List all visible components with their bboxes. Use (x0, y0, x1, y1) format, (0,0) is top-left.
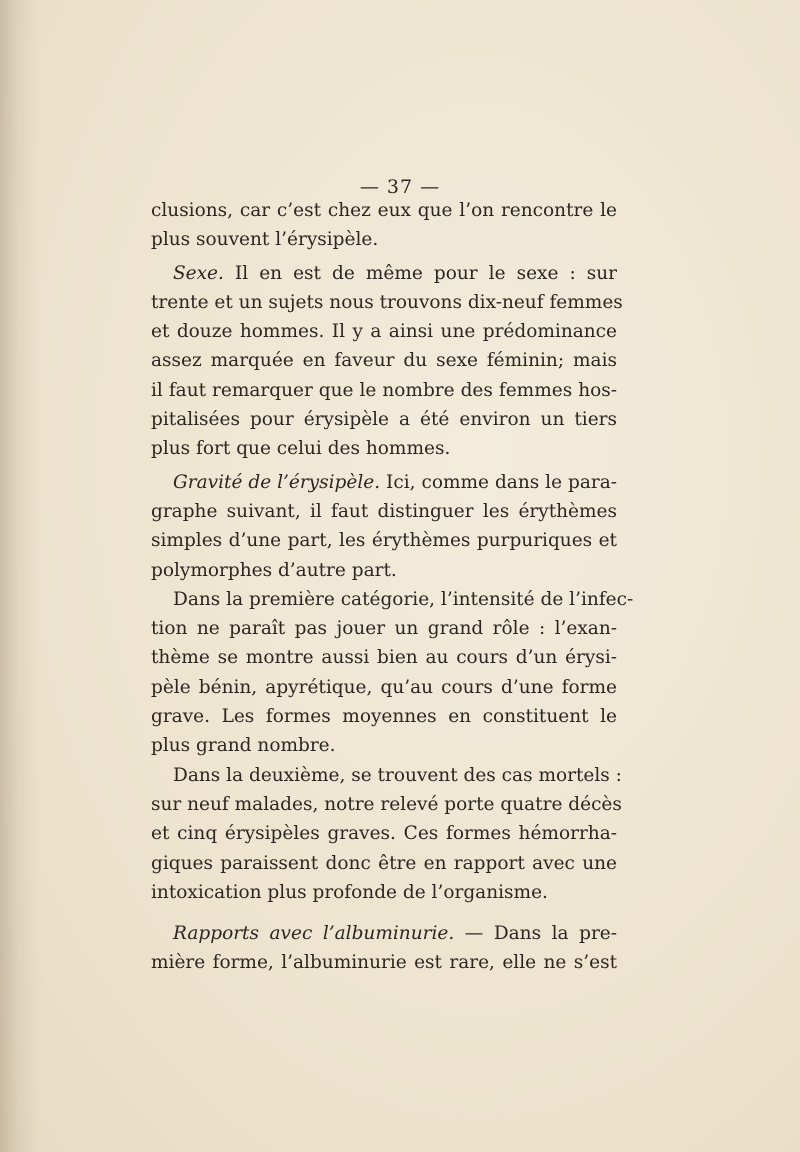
paragraph-rapports-first-line (151, 919, 617, 948)
text-line: et douze hommes. Il y a ainsi une prédominance (151, 321, 617, 343)
text-line: clusions, car c’est chez eux que l’on rencontre le (151, 200, 617, 221)
text-fragment: Il en est de même pour le sexe : sur (223, 262, 617, 284)
section-heading-gravite: Gravité de l’érysipèle. (173, 471, 381, 493)
text-fragment: — Dans la pre- (454, 923, 617, 945)
text-line: il faut remarquer que le nombre des femmes hos- (151, 379, 617, 401)
paragraph-gravite-first-line (151, 468, 617, 497)
text-line: plus souvent l’érysipèle. (151, 229, 379, 251)
text-line: thème se montre aussi bien au cours d’un érysi- (151, 647, 617, 669)
text-line: intoxication plus profonde de l’organisme. (151, 881, 548, 903)
text-line: plus fort que celui des hommes. (151, 438, 451, 460)
text-line: tion ne paraît pas jouer un grand rôle : l’exan- (151, 618, 617, 640)
text-line: assez marquée en faveur du sexe féminin; mais (151, 350, 617, 372)
text-line: polymorphes d’autre part. (151, 559, 397, 581)
text-line: giques paraissent donc être en rapport avec une (151, 852, 617, 874)
text-line: pitalisées pour érysipèle a été environ un tiers (151, 409, 617, 431)
text-line: trente et un sujets nous trouvons dix-neuf femmes (151, 291, 623, 313)
text-line: simples d’une part, les érythèmes purpuriques et (151, 530, 617, 552)
text-line: graphe suivant, il faut distinguer les érythèmes (151, 500, 617, 522)
text-line: plus grand nombre. (151, 735, 336, 757)
text-line: Dans la deuxième, se trouvent des cas mortels : (173, 764, 622, 786)
text-line: sur neuf malades, notre relevé porte quatre décès (151, 793, 622, 815)
section-heading-rapports: Rapports avec l’albuminurie. (173, 923, 455, 945)
text-line: grave. Les formes moyennes en constituent le (151, 706, 617, 728)
text-fragment: Ici, comme dans le para- (380, 471, 617, 493)
text-line: pèle bénin, apyrétique, qu’au cours d’une forme (151, 676, 617, 698)
text-line: Dans la première catégorie, l’intensité de l’infec- (173, 588, 634, 610)
page-number: — 37 — (359, 176, 441, 198)
paragraph-sexe-first-line (151, 259, 617, 288)
body-text (151, 196, 634, 978)
text-line: et cinq érysipèles graves. Ces formes hémorrha- (151, 823, 617, 845)
section-heading-sexe: Sexe. (173, 262, 224, 284)
text-line: mière forme, l’albuminurie est rare, elle ne s’est (151, 952, 617, 974)
